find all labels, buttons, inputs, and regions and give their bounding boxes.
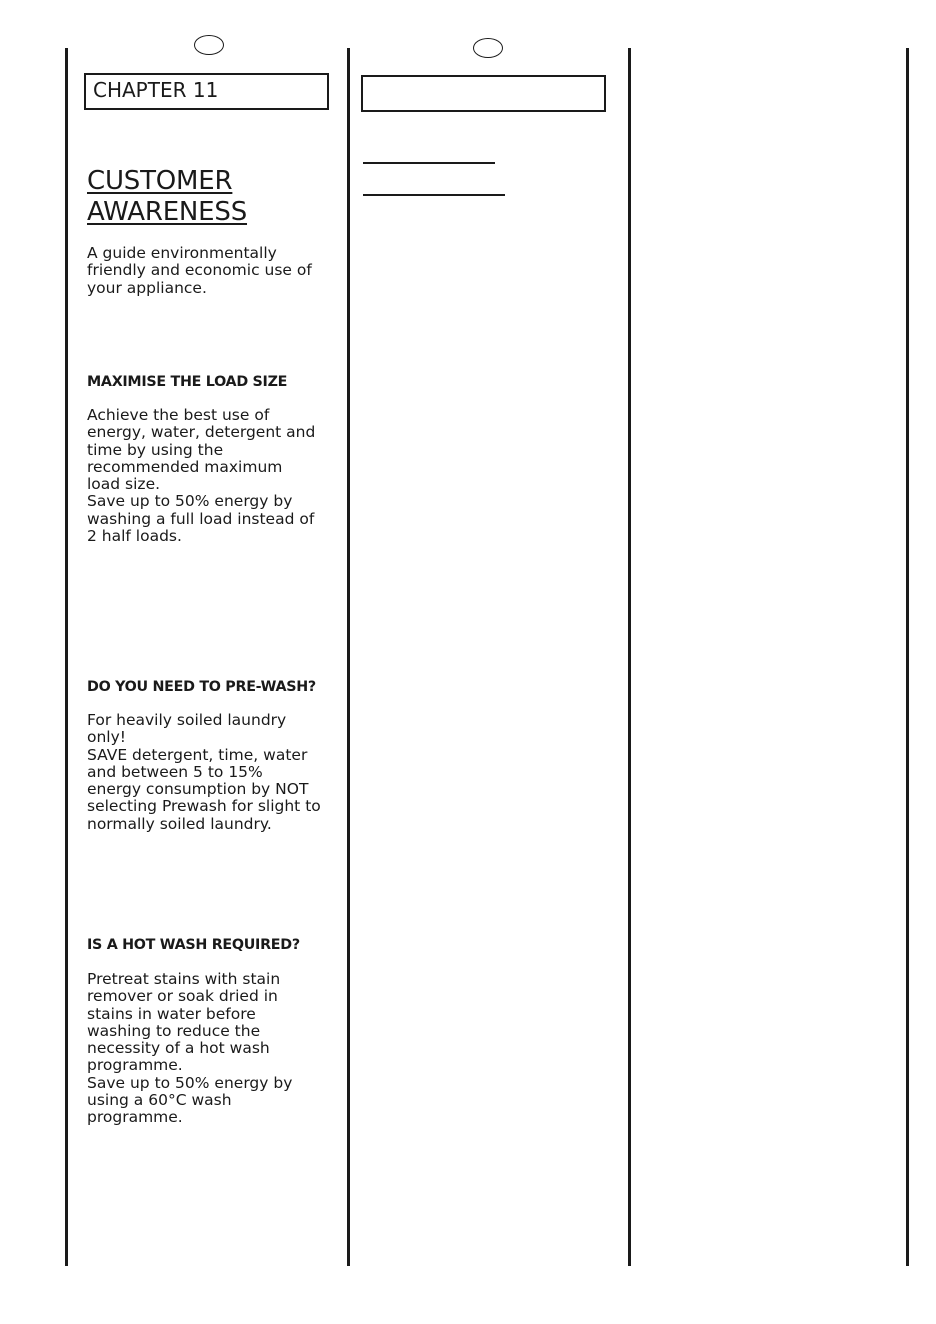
- title-underline: [363, 162, 495, 164]
- language-oval-icon: [473, 38, 503, 58]
- text-line: only!: [87, 728, 126, 747]
- title-underline: [363, 194, 505, 196]
- text-line: SAVE detergent, time, water: [87, 745, 308, 764]
- text-line: friendly and economic use of: [87, 261, 312, 280]
- column-rule-edge: [906, 48, 909, 1266]
- page-title: [87, 166, 247, 228]
- text-line: energy, water, detergent and: [87, 423, 316, 442]
- text-line: recommended maximum: [87, 457, 283, 476]
- text-line: necessity of a hot wash: [87, 1039, 270, 1058]
- section-body: [87, 712, 349, 833]
- text-line: selecting Prewash for slight to: [87, 797, 321, 816]
- language-oval-icon: [194, 35, 224, 55]
- section-body: [87, 407, 349, 545]
- text-line: load size.: [87, 475, 161, 494]
- column-rule-left: [65, 48, 68, 1266]
- text-line: remover or soak dried in: [87, 987, 278, 1006]
- text-line: washing a full load instead of: [87, 509, 315, 528]
- text-line: programme.: [87, 1108, 183, 1127]
- text-line: programme.: [87, 1056, 183, 1075]
- chapter-label: CHAPTER 11: [93, 78, 219, 102]
- text-line: using a 60°C wash: [87, 1091, 232, 1110]
- text-line: time by using the: [87, 440, 224, 459]
- chapter-box: [361, 75, 606, 112]
- column-rule-right: [628, 48, 631, 1266]
- text-line: 2 half loads.: [87, 527, 182, 546]
- text-line: Save up to 50% energy by: [87, 492, 293, 511]
- text-line: energy consumption by NOT: [87, 780, 309, 799]
- section-body: [87, 971, 349, 1127]
- section-heading: MAXIMISE THE LOAD SIZE: [87, 374, 288, 390]
- text-line: normally soiled laundry.: [87, 814, 272, 833]
- title-line: CUSTOMER: [87, 166, 233, 196]
- intro-text: [87, 245, 349, 297]
- text-line: For heavily soiled laundry: [87, 711, 287, 729]
- text-line: A guide environmentally: [87, 244, 277, 262]
- text-line: stains in water before: [87, 1004, 256, 1023]
- text-line: Pretreat stains with stain: [87, 970, 281, 988]
- text-line: Save up to 50% energy by: [87, 1073, 293, 1092]
- section-heading: IS A HOT WASH REQUIRED?: [87, 937, 300, 953]
- text-line: your appliance.: [87, 278, 207, 297]
- chapter-box: [84, 73, 329, 110]
- text-line: Achieve the best use of: [87, 406, 270, 424]
- text-line: washing to reduce the: [87, 1021, 261, 1040]
- text-line: and between 5 to 15%: [87, 762, 263, 781]
- section-heading: DO YOU NEED TO PRE-WASH?: [87, 679, 316, 695]
- title-line: AWARENESS: [87, 197, 248, 227]
